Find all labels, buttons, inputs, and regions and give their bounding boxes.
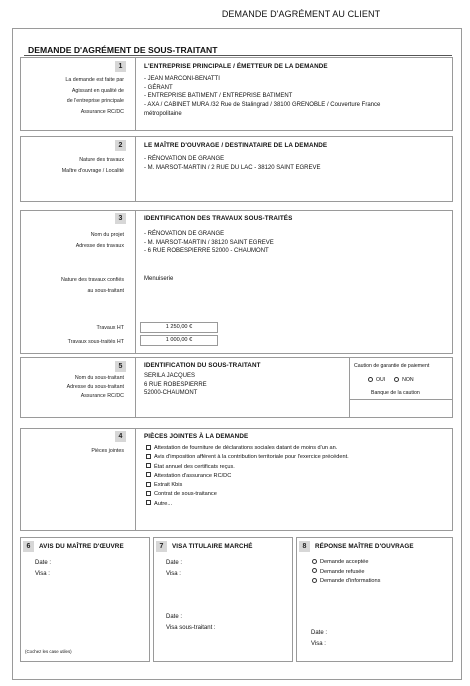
label-pieces-jointes: Pièces jointes	[91, 448, 124, 454]
section-number-2: 2	[115, 140, 126, 151]
label-adresse-sous-traitant: Adresse du sous-traitant	[66, 384, 124, 390]
value-nature-travaux: - RÉNOVATION DE GRANGE	[144, 156, 225, 162]
value-adresse: - 6 RUE ROBESPIERRE 52000 - CHAUMONT	[144, 248, 269, 255]
option-informations: Demande d'informations	[312, 577, 380, 587]
value-nom-sous-traitant: SERILA JACQUES	[144, 373, 196, 379]
section3-values	[144, 230, 274, 256]
value-assurance: - AXA / CABINET MURA /32 Rue de Stalingrad / 38100 GRENOBLE / Couverture France	[144, 102, 381, 109]
value-entreprise: - ENTREPRISE BATIMENT / ENTREPRISE BATIMENT	[144, 93, 293, 100]
date-label: Date :	[166, 614, 183, 620]
date-label: Date :	[166, 560, 183, 566]
option-acceptee: Demande acceptée	[312, 558, 380, 568]
caution-rule	[349, 399, 453, 400]
label-entreprise-principale: de l'entreprise principale	[66, 98, 124, 104]
travaux-sous-traites-ht-field[interactable]: 1 000,00 €	[140, 335, 218, 346]
section7-heading: VISA TITULAIRE MARCHÉ	[172, 543, 253, 550]
checkbox[interactable]	[146, 482, 151, 487]
section5-heading: IDENTIFICATION DU SOUS-TRAITANT	[144, 362, 261, 369]
section6-fields	[35, 558, 51, 580]
travaux-ht-field[interactable]: 1 250,00 €	[140, 322, 218, 333]
value-assurance-cont: métropolitaine	[144, 110, 182, 117]
section2-heading: LE MAÎTRE D'OUVRAGE / DESTINATAIRE DE LA DEMANDE	[144, 142, 328, 149]
section3-labels	[22, 230, 124, 251]
radio-non[interactable]	[394, 377, 399, 382]
section8-heading: RÉPONSE MAÎTRE D'OUVRAGE	[315, 543, 414, 550]
column-divider	[135, 136, 136, 202]
column-divider	[135, 57, 136, 131]
label-maitre-ouvrage: Maître d'ouvrage / Localité	[61, 167, 124, 174]
visa-sous-traitant-label: Visa sous-traitant :	[166, 625, 216, 631]
section1-values	[144, 75, 380, 119]
value-qualite: - GÉRANT	[144, 84, 173, 91]
checkbox[interactable]	[146, 463, 151, 468]
label-nom-sous-traitant: Nom du sous-traitant	[74, 375, 124, 381]
visa-label: Visa :	[35, 571, 50, 577]
date-label: Date :	[311, 630, 328, 636]
checklist-item: Contrat de sous-traitance	[146, 490, 349, 499]
visa-label: Visa :	[166, 571, 181, 577]
checklist-item: État annuel des certificats reçus.	[146, 463, 349, 472]
value-adresse-sous-traitant: 6 RUE ROBESPIERRE	[144, 381, 207, 388]
label-travaux-sous-traites-ht: Travaux sous-traités HT	[67, 339, 124, 345]
section-number-3: 3	[115, 213, 126, 224]
section7-st-fields	[166, 612, 216, 634]
radio-button[interactable]	[312, 568, 317, 573]
section-number-7: 7	[156, 541, 167, 552]
reponse-options	[312, 558, 380, 587]
caution-title: Caution de garantie de paiement	[354, 363, 430, 369]
label-oui: OUI	[376, 377, 386, 383]
label-assurance: Assurance RC/DC	[80, 108, 124, 115]
column-divider	[135, 357, 136, 418]
checkbox[interactable]	[146, 454, 151, 459]
section5-labels	[22, 374, 124, 401]
value-nom-projet: - RÉNOVATION DE GRANGE	[144, 231, 225, 237]
date-label: Date :	[35, 560, 52, 566]
visa-label: Visa :	[311, 641, 326, 647]
label-au-sous-traitant: au sous-traitant	[87, 287, 124, 294]
label-assurance-st: Assurance RC/DC	[80, 393, 124, 399]
section-visa-titulaire	[153, 537, 293, 662]
label-travaux-ht: Travaux HT	[96, 325, 124, 331]
checkbox[interactable]	[146, 472, 151, 477]
cochez-note: (Cochez les case utiles)	[25, 649, 72, 654]
section5-values	[144, 372, 207, 398]
caution-divider	[349, 357, 350, 418]
section-number-4: 4	[115, 431, 126, 442]
radio-oui[interactable]	[368, 377, 373, 382]
column-divider	[135, 428, 136, 531]
section-number-6: 6	[23, 541, 34, 552]
section-number-1: 1	[115, 61, 126, 72]
caution-options	[368, 376, 414, 385]
section1-labels	[22, 75, 124, 117]
checkbox[interactable]	[146, 500, 151, 505]
section4-heading: PIÈCES JOINTES À LA DEMANDE	[144, 433, 249, 440]
value-maitre-ouvrage: - M. MARSOT-MARTIN / 2 RUE DU LAC - 38120 SAINT EGREVE	[144, 164, 321, 171]
label-nature-confiee: Nature des travaux confiés	[60, 277, 124, 283]
section-number-8: 8	[299, 541, 310, 552]
document-title: DEMANDE D'AGRÉMENT AU CLIENT	[221, 9, 381, 19]
pieces-checklist	[146, 444, 349, 509]
checklist-item: Avis d'imposition afférent à la contribution territoriale pour l'exercice précédent.	[146, 453, 349, 462]
section8-fields	[311, 628, 327, 650]
checklist-item: Extrait Kbis	[146, 481, 349, 490]
section2-values	[144, 155, 320, 172]
section-avis-maitre-oeuvre	[20, 537, 150, 662]
value-maitre-ouvrage: - M. MARSOT-MARTIN / 38120 SAINT EGREVE	[144, 239, 274, 246]
option-refusee: Demande refusée	[312, 568, 380, 578]
radio-button[interactable]	[312, 578, 317, 583]
value-demandeur: - JEAN MARCONI-BENATTI	[144, 76, 220, 82]
label-nature-travaux: Nature des travaux	[79, 157, 124, 163]
section1-heading: L'ENTREPRISE PRINCIPALE / ÉMETTEUR DE LA DEMANDE	[144, 63, 328, 70]
banque-caution-label: Banque de la caution	[371, 390, 420, 396]
section-number-5: 5	[115, 361, 126, 372]
label-nom-projet: Nom du projet	[90, 232, 124, 238]
value-nature-confiee: Menuiserie	[144, 276, 174, 282]
checklist-item: Autre...	[146, 500, 349, 509]
label-adresse-travaux: Adresse des travaux	[75, 242, 124, 249]
section6-heading: AVIS DU MAÎTRE D'ŒUVRE	[39, 543, 124, 550]
checkbox[interactable]	[146, 445, 151, 450]
title-divider	[24, 55, 452, 56]
checklist-item: Attestation d'assurance RC/DC	[146, 472, 349, 481]
section3-nature-labels	[22, 275, 124, 296]
label-non: NON	[402, 377, 414, 383]
section7-fields	[166, 558, 182, 580]
checkbox[interactable]	[146, 491, 151, 496]
section3-heading: IDENTIFICATION DES TRAVAUX SOUS-TRAITÉS	[144, 215, 293, 222]
section2-labels	[22, 155, 124, 176]
column-divider	[135, 210, 136, 354]
radio-button[interactable]	[312, 559, 317, 564]
label-demande-faite-par: La demande est faite par	[65, 77, 124, 83]
label-agissant-qualite: Agissant en qualité de	[71, 87, 124, 94]
value-ville-sous-traitant: 52000-CHAUMONT	[144, 390, 198, 397]
form-title: DEMANDE D'AGRÉMENT DE SOUS-TRAITANT	[28, 45, 218, 55]
checklist-item: Attestation de fourniture de déclarations sociales datant de moins d'un an.	[146, 444, 349, 453]
